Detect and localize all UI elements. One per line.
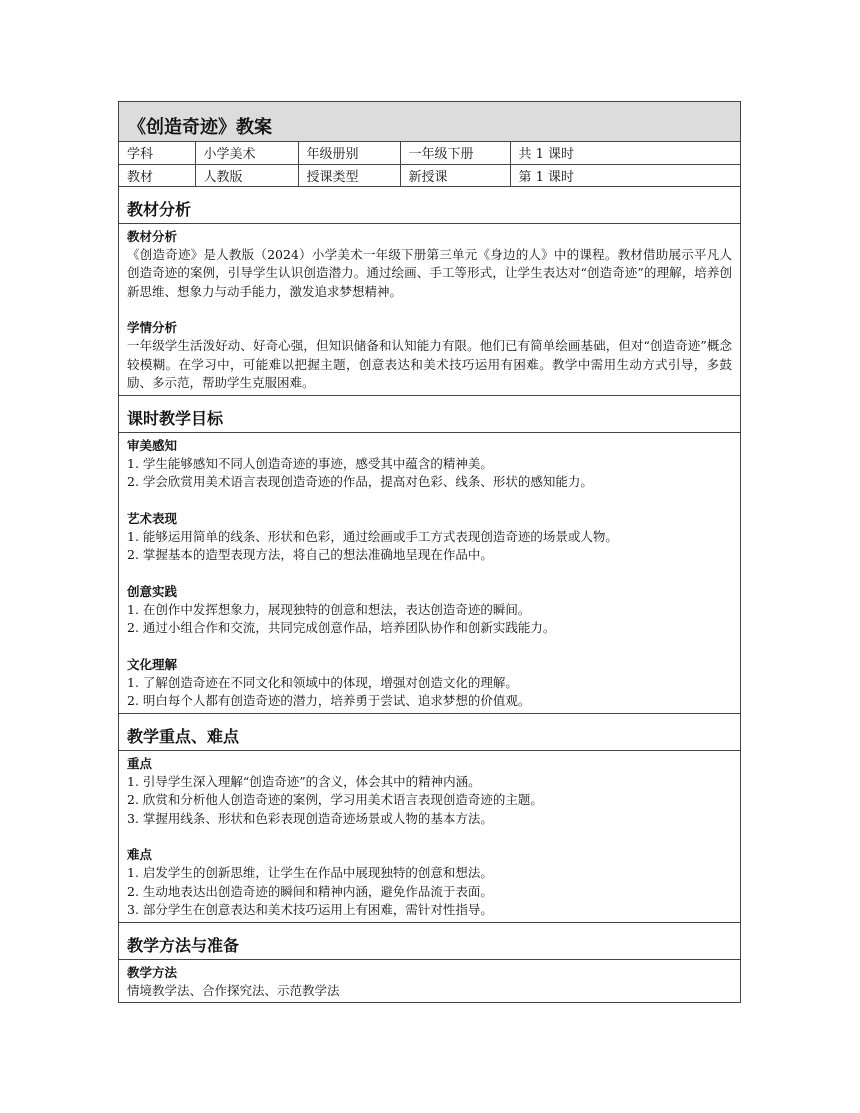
subsection-title: 重点 — [127, 755, 153, 771]
section-heading-methods — [119, 923, 740, 960]
section-heading-goals — [119, 396, 740, 433]
list-item: 3. 部分学生在创意表达和美术技巧运用上有困难，需针对性指导。 — [127, 902, 493, 917]
list-item: 2. 通过小组合作和交流，共同完成创意作品，培养团队协作和创新实践能力。 — [127, 620, 556, 635]
list-item: 2. 明白每个人都有创造奇迹的潜力，培养勇于尝试、追求梦想的价值观。 — [127, 693, 531, 708]
meta-cell: 一年级下册 — [400, 142, 510, 164]
list-item: 1. 了解创造奇迹在不同文化和领域中的体现，增强对创造文化的理解。 — [127, 674, 518, 690]
subsection-title: 审美感知 — [127, 437, 178, 453]
section-heading-text: 教学方法与准备 — [127, 935, 240, 955]
meta-row — [119, 142, 740, 164]
list-item: 1. 能够运用简单的线条、形状和色彩，通过绘画或手工方式表现创造奇迹的场景或人物。 — [127, 528, 618, 544]
subsection-title: 教材分析 — [127, 228, 178, 244]
subsection-title: 文化理解 — [127, 656, 178, 672]
meta-row — [119, 164, 740, 186]
subsection-title: 创意实践 — [127, 583, 178, 599]
meta-cell: 年级册别 — [298, 142, 400, 164]
list-item: 3. 掌握用线条、形状和色彩表现创造奇迹场景或人物的基本方法。 — [127, 810, 493, 826]
meta-cell: 小学美术 — [195, 142, 298, 164]
subsection-title: 教学方法 — [127, 964, 178, 980]
meta-cell: 第 1 课时 — [510, 164, 740, 186]
lesson-plan-document — [118, 101, 741, 1003]
list-item: 2. 欣赏和分析他人创造奇迹的案例，学习用美术语言表现创造奇迹的主题。 — [127, 792, 543, 807]
subsection-title: 难点 — [127, 847, 153, 862]
meta-cell: 学科 — [119, 142, 195, 164]
meta-cell: 人教版 — [195, 164, 298, 186]
list-item: 1. 学生能够感知不同人创造奇迹的事迹，感受其中蕴含的精神美。 — [127, 455, 493, 471]
document-title: 《创造奇迹》教案 — [128, 117, 272, 138]
list-item: 2. 学会欣赏用美术语言表现创造奇迹的作品，提高对色彩、线条、形状的感知能力。 — [127, 474, 593, 489]
list-item: 2. 掌握基本的造型表现方法，将自己的想法准确地呈现在作品中。 — [127, 547, 493, 562]
section-heading-text: 教学重点、难点 — [127, 726, 240, 746]
meta-cell: 共 1 课时 — [510, 142, 740, 164]
methods-text: 情境教学法、合作探究法、示范教学法 — [127, 982, 340, 998]
section-body-keypoints — [119, 751, 740, 923]
list-item: 1. 引导学生深入理解“创造奇迹”的含义，体会其中的精神内涵。 — [127, 773, 481, 789]
material-analysis-text: 《创造奇迹》是人教版（2024）小学美术一年级下册第三单元《身边的人》中的课程。教材借助展示平凡人创造奇迹的案例，引导学生认识创造潜力。通过绘画、手工等形式，让学生表达对“创造奇迹”的理解，培养创新思维、想象力与动手能力，激发追求梦想精神。 — [127, 246, 732, 299]
section-heading-keypoints — [119, 714, 740, 751]
list-item: 2. 生动地表达出创造奇迹的瞬间和精神内涵，避免作品流于表面。 — [127, 883, 493, 899]
subsection-title: 学情分析 — [127, 320, 178, 335]
list-item: 1. 启发学生的创新思维，让学生在作品中展现独特的创意和想法。 — [127, 865, 493, 880]
subsection-title: 艺术表现 — [127, 510, 178, 526]
title-row — [119, 102, 740, 142]
section-heading-text: 课时教学目标 — [127, 408, 224, 428]
student-analysis-text: 一年级学生活泼好动、好奇心强，但知识储备和认知能力有限。他们已有简单绘画基础，但对“创造奇迹”概念较模糊。在学习中，可能难以把握主题，创意表达和美术技巧运用有困难。教学中需用生动方式引导，多鼓励、多示范，帮助学生克服困难。 — [127, 338, 732, 390]
list-item: 1. 在创作中发挥想象力，展现独特的创意和想法，表达创造奇迹的瞬间。 — [127, 601, 531, 617]
meta-cell: 新授课 — [400, 164, 510, 186]
section-body-methods — [119, 960, 740, 1003]
meta-cell: 教材 — [119, 164, 195, 186]
meta-cell: 授课类型 — [298, 164, 400, 186]
section-heading-analysis — [119, 187, 740, 224]
section-body-analysis — [119, 224, 740, 396]
section-body-goals — [119, 433, 740, 714]
section-heading-text: 教材分析 — [127, 199, 192, 219]
meta-table — [119, 142, 740, 187]
